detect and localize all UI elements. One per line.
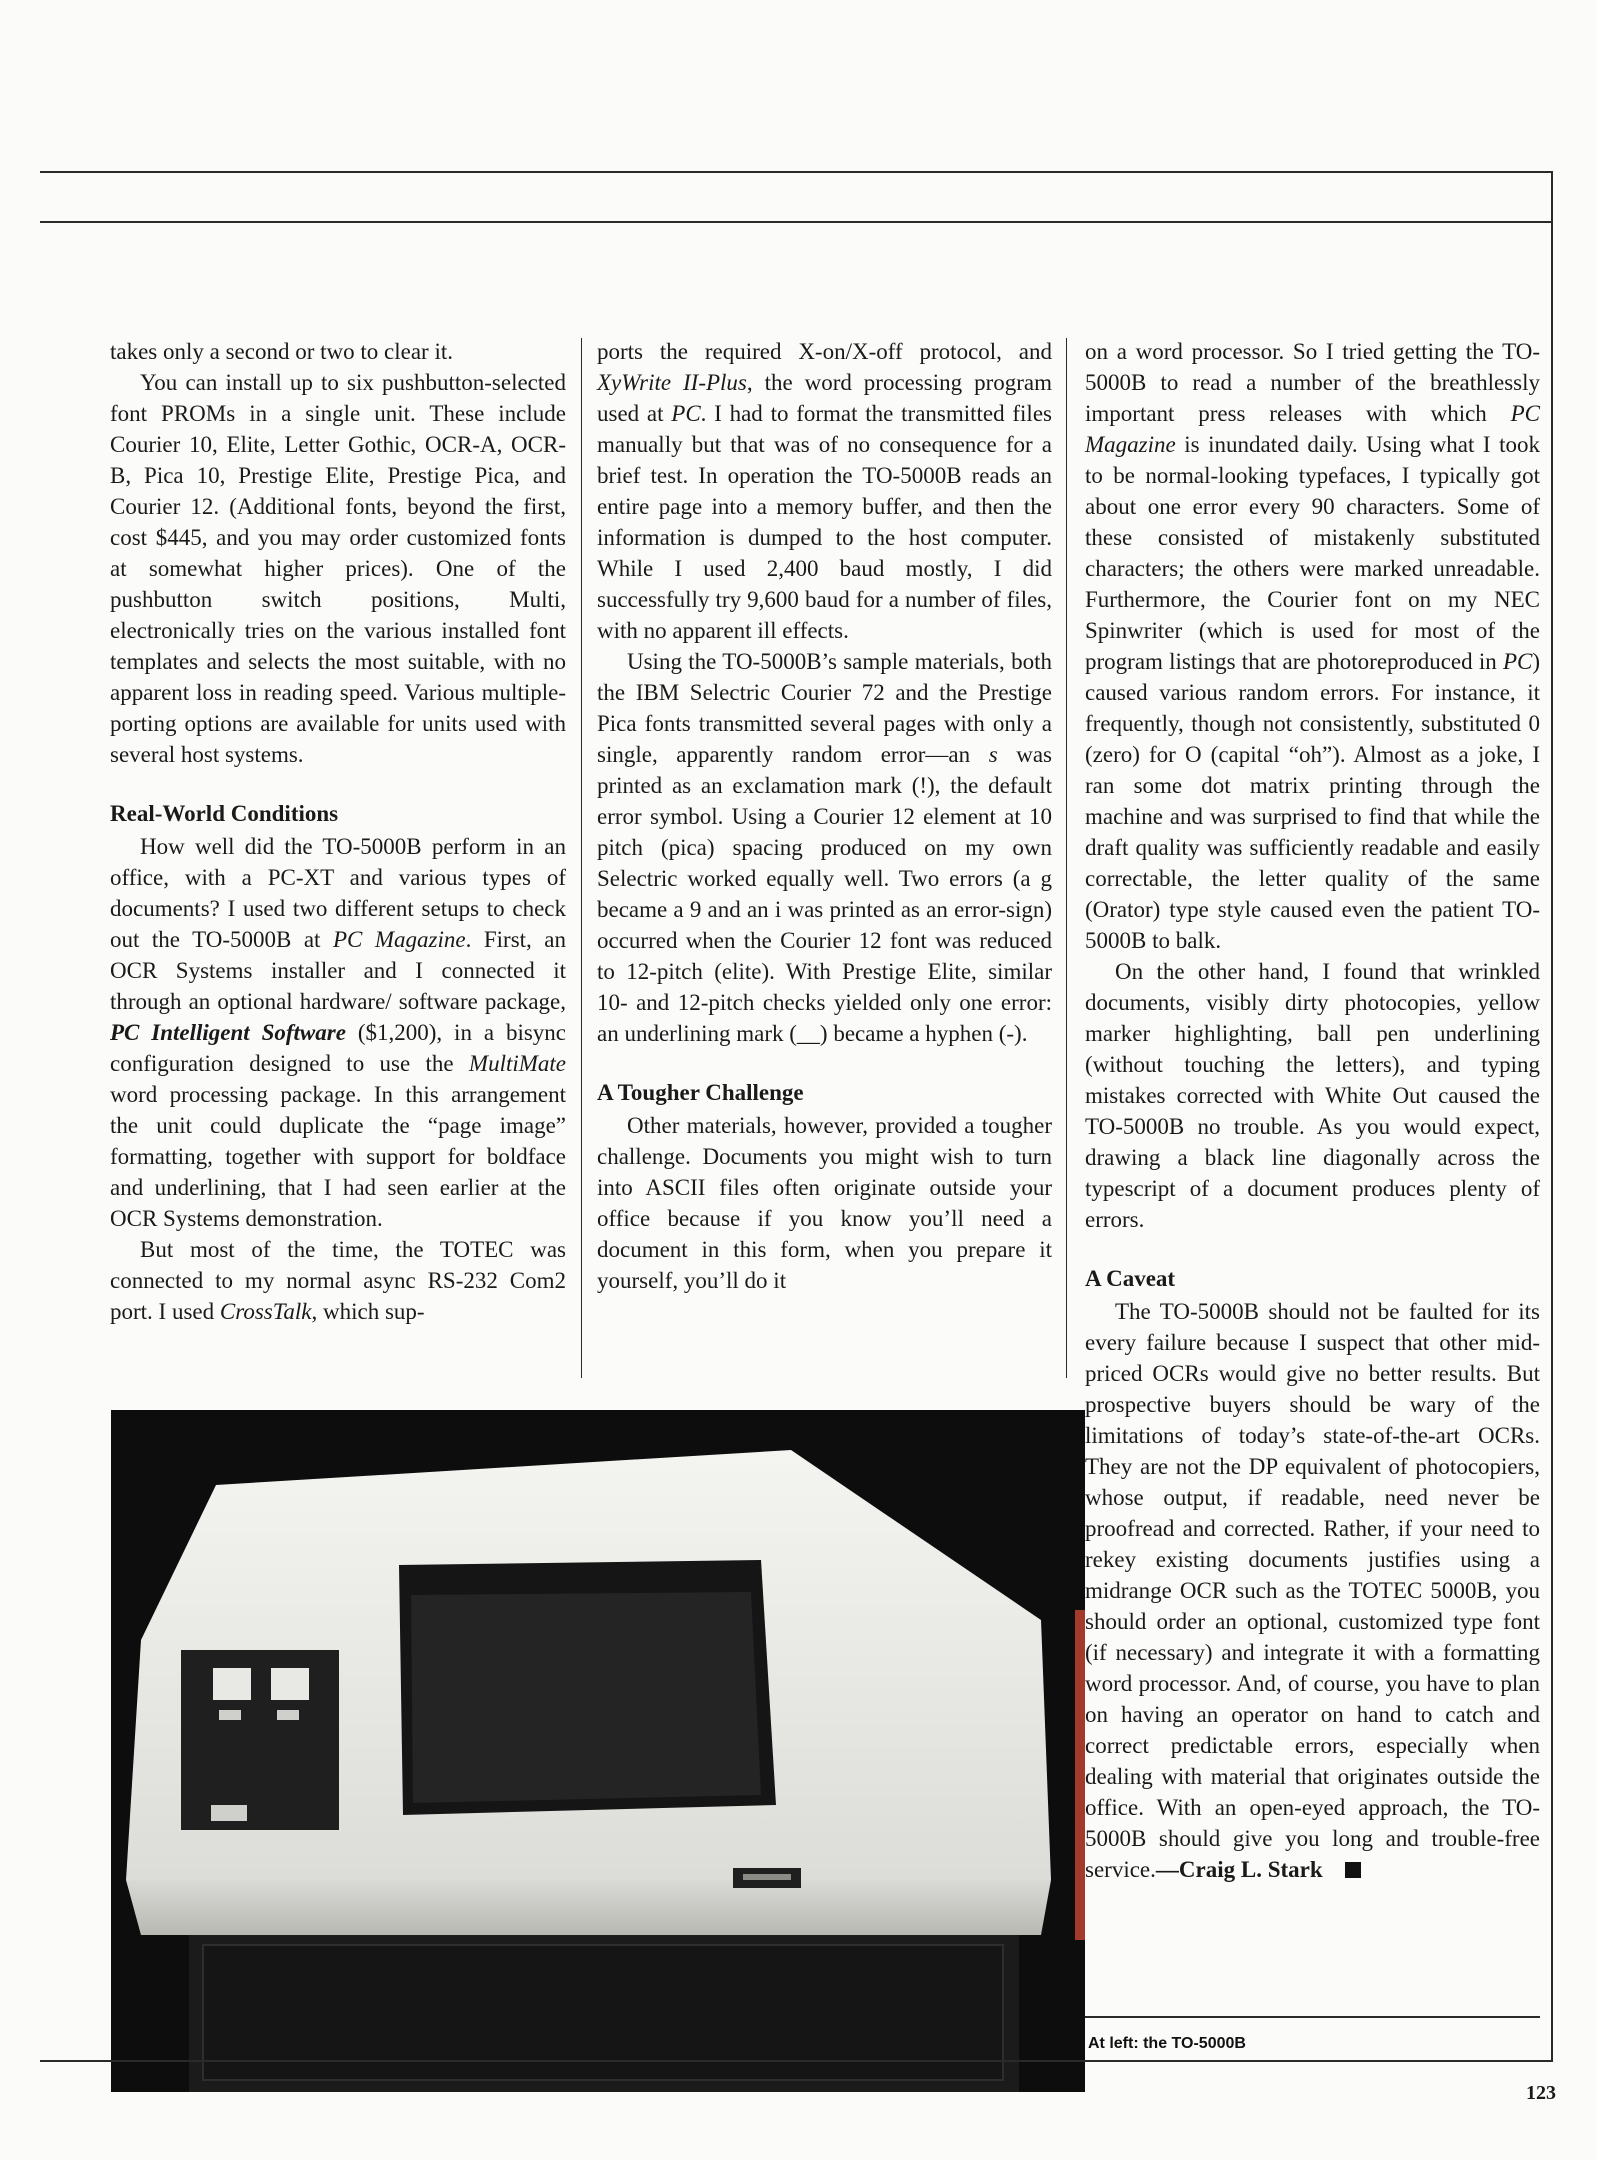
ocr-scanner-illustration [111,1410,1085,2092]
paragraph: You can install up to six pushbutton-selected font PROMs in a single unit. These include Courier 10, Elite, Letter Gothic, OCR-A, OCR-B, Pica 10, Prestige Elite, Prestige Pica, and Courier 12. (Additional fonts, beyond the first, cost $445, and you may order customized fonts at somewhat higher prices). One of the pushbutton switch positions, Multi, electronically tries on the various installed font templates and selects the most suitable, with no apparent loss in reading speed. Various multiple-porting options are available for units used with several host systems. [110,370,566,767]
paragraph: Other materials, however, provided a tougher challenge. Documents you might wish to turn into ASCII files often originate outside your office because if you know you’ll need a document in this form, when you prepare it yourself, you’ll do it [597,1113,1052,1293]
column-divider-2 [1066,338,1067,1378]
product-photo [111,1410,1085,2092]
paragraph: But most of the time, the TOTEC was connected to my normal async RS-232 Com2 port. I used CrossTalk, which sup- [110,1237,566,1324]
platen-inner [411,1592,761,1803]
paragraph: On the other hand, I found that wrinkled documents, visibly dirty photocopies, yellow marker highlighting, ball pen underlining (without touching the letters), and typing mistakes corrected with White Out caused the TO-5000B no trouble. As you would expect, drawing a black line diagonally across the typescript of a document produces plenty of errors. [1085,959,1540,1232]
column-divider-1 [581,338,582,1378]
paragraph: on a word processor. So I tried getting the TO-5000B to read a number of the breathlessly important press releases with which PC Magazine is inundated daily. Using what I took to be normal-looking typefaces, I typically got about one error every 90 characters. Some of these consisted of mistakenly substituted characters; the others were marked unreadable. Furthermore, the Courier font on my NEC Spinwriter (which is used for most of the program listings that are photoreproduced in PC) caused various random errors. For instance, it frequently, though not consistently, substituted 0 (zero) for O (capital “oh”). Almost as a joke, I ran some dot matrix printing through the machine and was surprised to find that while the draft quality was sufficiently readable and easily correctable, the letter quality of the same (Orator) type style caused even the patient TO-5000B to balk. [1085,339,1540,953]
indicator-window-right [271,1668,309,1700]
paragraph: ports the required X-on/X-off protocol, and XyWrite II-Plus, the word processing program used at PC. I had to format the transmitted files manually but that was of no consequence for a brief test. In operation the TO-5000B reads an entire page into a memory buffer, and then the information is dumped to the host computer. While I used 2,400 baud mostly, I did successfully try 9,600 baud for a number of files, with no apparent ill effects. [597,339,1052,643]
footer-rule [40,2060,1553,2062]
header-rule-bottom [40,221,1553,223]
power-button [211,1805,247,1821]
article-column-2 [597,336,1052,1296]
photo-caption: At left: the TO-5000B [1088,2035,1246,2052]
scanner-front-face [126,1880,1051,1935]
control-panel [181,1650,339,1830]
paragraph: Using the TO-5000B’s sample materials, both the IBM Selectric Courier 72 and the Prestige Pica fonts transmitted several pages with only a single, apparently random error—an s was printed as an exclamation mark (!), the default error symbol. Using a Courier 12 element at 10 pitch (pica) spacing produced on my own Selectric worked equally well. Two errors (a g became a 9 and an i was printed as an error-sign) occurred when the Courier 12 font was reduced to 12-pitch (elite). With Prestige Elite, similar 10- and 12-pitch checks yielded only one error: an underlining mark (__) became a hyphen (-). [597,649,1052,1046]
switch-button-left [219,1710,241,1720]
paragraph: takes only a second or two to clear it. [110,339,453,364]
paragraph: The TO-5000B should not be faulted for its every failure because I suspect that other mid-priced OCRs would give no better results. But prospective buyers should be wary of the limitations of today’s state-of-the-art OCRs. They are not the DP equivalent of photocopiers, whose output, if readable, need never be proofread and corrected. Rather, if your need to rekey existing documents justifies using a midrange OCR such as the TOTEC 5000B, you should order an optional, customized type font (if necessary) and integrate it with a formatting word processor. And, of course, you have to plan on having an operator on hand to catch and correct predictable errors, especially when dealing with material that originates outside the office. With an open-eyed approach, the TO-5000B should give you long and trouble-free service.—Craig L. Stark [1085,1299,1540,1882]
switch-button-right [277,1710,299,1720]
caption-rule [1085,2016,1540,2018]
section-heading: Real-World Conditions [110,801,339,826]
red-edge-stripe [1075,1610,1085,1940]
end-mark-icon [1345,1862,1361,1878]
section-heading: A Caveat [1085,1266,1176,1291]
indicator-window-left [213,1668,251,1700]
section-heading: A Tougher Challenge [597,1080,804,1105]
brand-nameplate-stripe [743,1874,791,1880]
page-number: 123 [1526,2082,1556,2104]
paragraph: How well did the TO-5000B perform in an office, with a PC-XT and various types of documents? I used two different setups to check out the TO-5000B at PC Magazine. First, an OCR Systems installer and I connected it through an optional hardware/ software package, PC Intelligent Software ($1,200), in a bisync configuration designed to use the MultiMate word processing package. In this arrangement the unit could duplicate the “page image” formatting, together with support for boldface and underlining, that I had seen earlier at the OCR Systems demonstration. [110,834,567,1231]
article-column-3 [1085,336,1540,1885]
author-signature: —Craig L. Stark [1155,1857,1323,1882]
article-column-1 [110,336,566,1327]
header-rule-top [40,171,1553,173]
right-margin-rule [1551,171,1553,2061]
